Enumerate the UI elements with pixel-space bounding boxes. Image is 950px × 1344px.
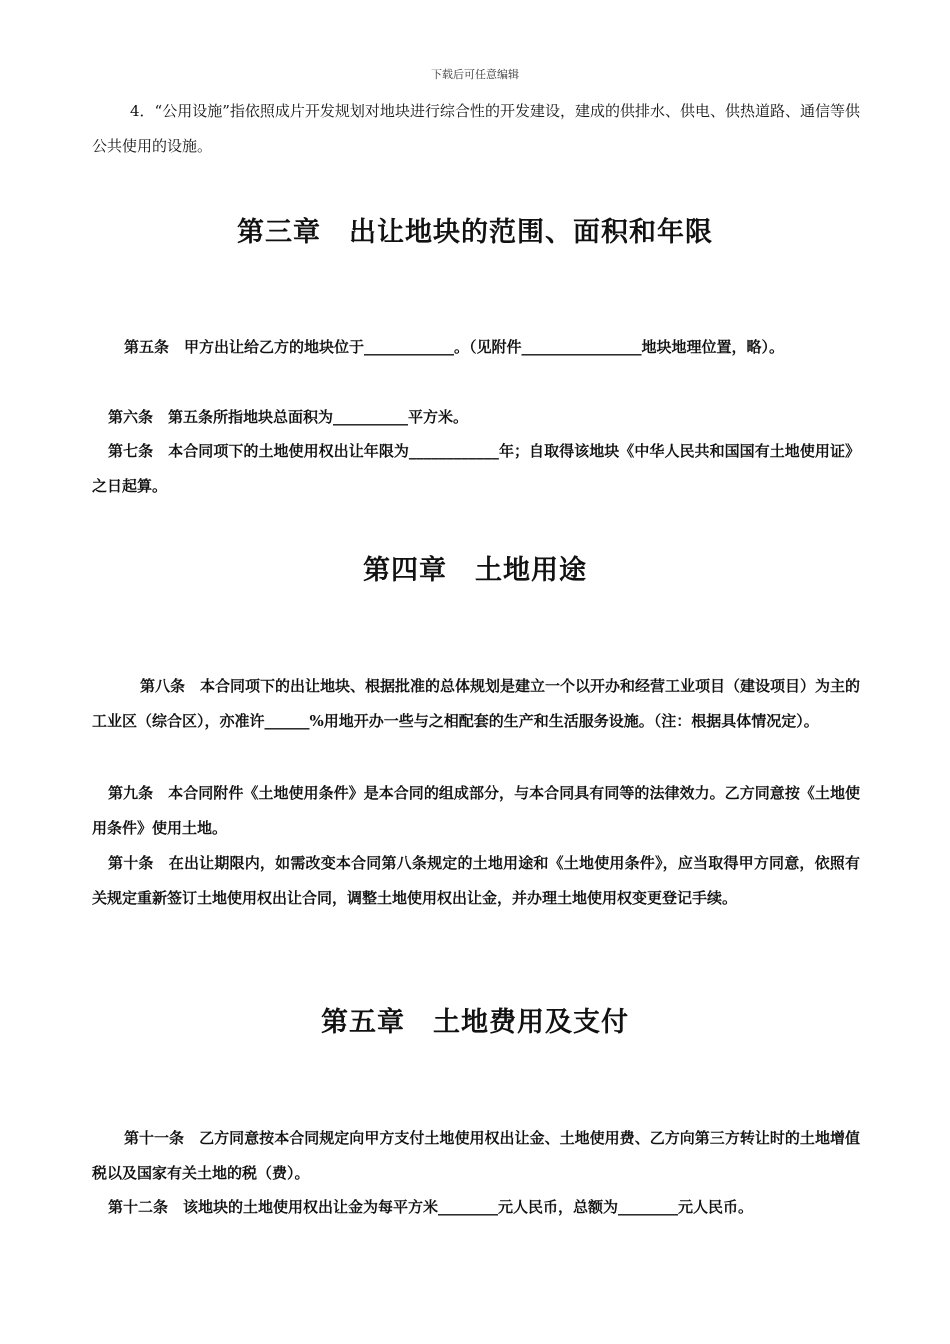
chapter-3-title: 第三章 出让地块的范围、面积和年限 — [237, 217, 713, 248]
article-12-paragraph: 第十二条 该地块的土地使用权出让金为每平方米________元人民币，总额为________元人民币。 — [108, 1198, 754, 1216]
page-header: 下载后可任意编辑 — [431, 68, 519, 81]
article-10-paragraph: 第十条 在出让期限内，如需改变本合同第八条规定的土地用途和《土地使用条件》，应当取得甲方同意，依照有关规定重新签订土地使用权出让合同，调整土地使用权出让金，并办理土地使用权变更登记手续。 — [92, 854, 860, 907]
chapter-5-title: 第五章 土地费用及支付 — [321, 1007, 629, 1038]
article-4-paragraph: 4．“公用设施”指依照成片开发规划对地块进行综合性的开发建设，建成的供排水、供电、供热道路、通信等供公共使用的设施。 — [92, 102, 860, 155]
article-6-paragraph: 第六条 第五条所指地块总面积为__________平方米。 — [108, 408, 469, 426]
article-11-paragraph: 第十一条 乙方同意按本合同规定向甲方支付土地使用权出让金、土地使用费、乙方向第三方转让时的土地增值税以及国家有关土地的税（费）。 — [92, 1129, 860, 1182]
article-5-paragraph: 第五条 甲方出让给乙方的地块位于____________。（见附件________________地块地理位置，略）。 — [124, 338, 785, 356]
article-9-paragraph: 第九条 本合同附件《土地使用条件》是本合同的组成部分，与本合同具有同等的法律效力。乙方同意按《土地使用条件》使用土地。 — [92, 784, 860, 837]
chapter-4-title: 第四章 土地用途 — [363, 555, 587, 586]
article-8-paragraph: 第八条 本合同项下的出让地块、根据批准的总体规划是建立一个以开办和经营工业项目（建设项目）为主的工业区（综合区），亦准许______%用地开办一些与之相配套的生产和生活服务设施。（注：根据具体情况定）。 — [92, 677, 861, 730]
article-7-paragraph: 第七条 本合同项下的土地使用权出让年限为____________年；自取得该地块《中华人民共和国国有土地使用证》之日起算。 — [92, 442, 860, 495]
